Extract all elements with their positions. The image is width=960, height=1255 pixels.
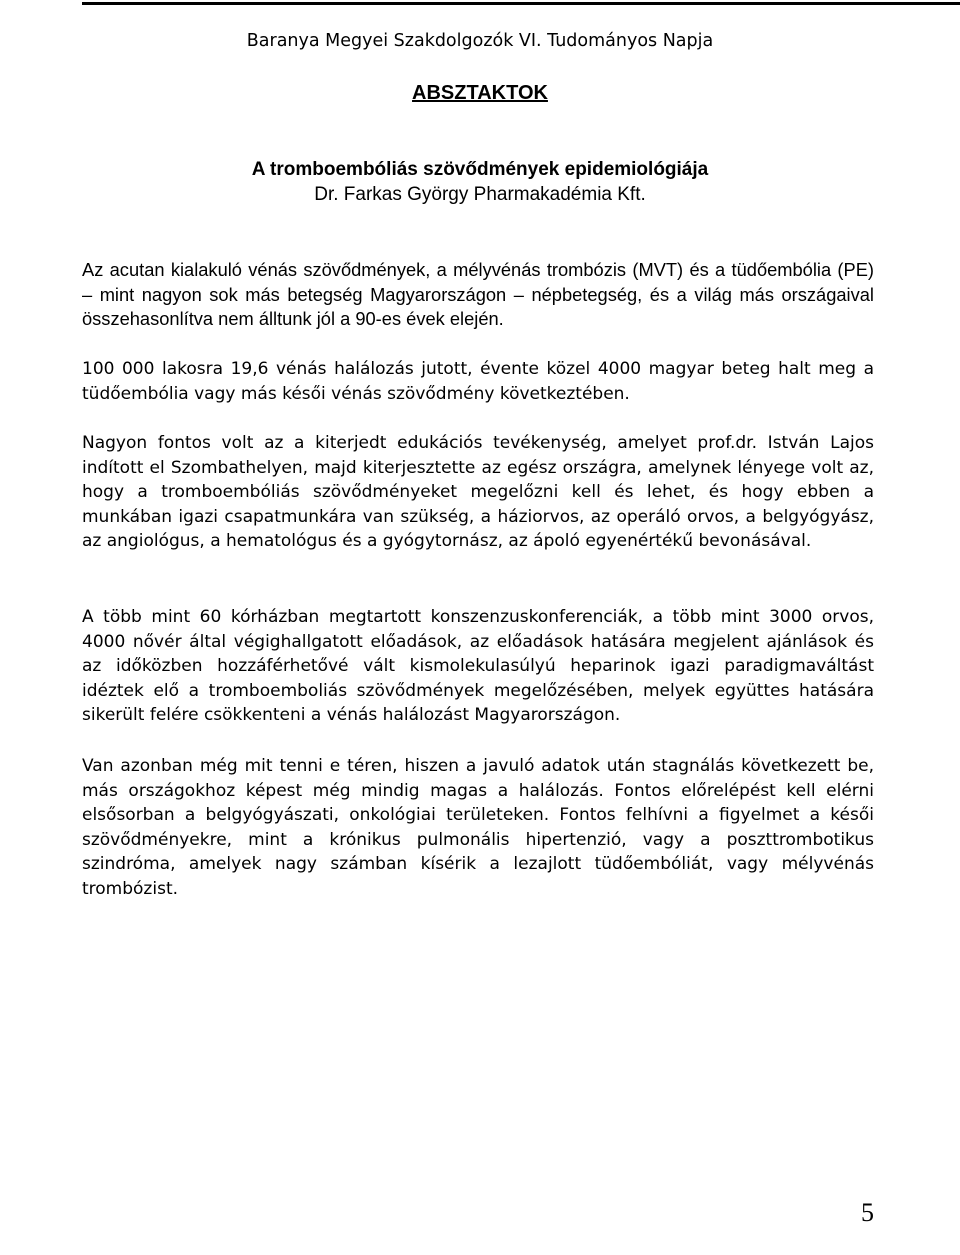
page-number: 5 bbox=[861, 1198, 874, 1227]
body-paragraph-5: Van azonban még mit tenni e téren, hiszen a javuló adatok után stagnálás következett be, más országokhoz képest még mindig magas a halálozás. Fontos előrelépést kell elérni elsősorban a belgyógyászati, onkológiai területeken. Fontos felhívni a figyelmet a késői szövődményekre, mint a krónikus pulmonális hipertenzió, vagy a poszttrombotikus szindróma, amelyek nagy számban kísérik a lezajlott tüdőembóliát, vagy mélyvénás trombózist. bbox=[82, 756, 874, 899]
section-heading: ABSZTAKTOK bbox=[412, 82, 548, 104]
body-paragraph-1: Az acutan kialakuló vénás szövődmények, a mélyvénás trombózis (MVT) és a tüdőembólia (PE) – mint nagyon sok más betegség Magyarországon – népbetegség, és a világ más országaival összehasonlítva nem álltunk jól a 90-es évek elején. bbox=[82, 259, 874, 329]
body-paragraph-4: A több mint 60 kórházban megtartott konszenzuskonferenciák, a több mint 3000 orvos, 4000 nővér által végighallgatott előadások, az előadások hatására megjelent ajánlások és az időközben hozzáférhetővé vált kismolekulasúlyú heparinok igazi paradigmaváltást idéztek elő a tromboemboliás szövődmények megelőzésében, melyek együttes hatására sikerült felére csökkenteni a vénás halálozást Magyarországon. bbox=[82, 607, 874, 725]
article-author: Dr. Farkas György Pharmakadémia Kft. bbox=[314, 184, 646, 205]
header-rule bbox=[82, 2, 960, 5]
body-paragraph-3: Nagyon fontos volt az a kiterjedt edukációs tevékenység, amelyet prof.dr. István Lajos indított el Szombathelyen, majd kiterjesztette az egész országra, amelynek lényege volt az, hogy a tromboembóliás szövődményeket megelőzni kell és lehet, és hogy ebben a munkában igazi csapatmunkára van szükség, a háziorvos, az operáló orvos, a belgyógyász, az angiológus, a hematológus és a gyógytornász, az ápoló egyenértékű bevonásával. bbox=[82, 433, 874, 551]
running-header: Baranya Megyei Szakdolgozók VI. Tudományos Napja bbox=[246, 31, 714, 51]
article-title: A tromboembóliás szövődmények epidemiológiája bbox=[251, 159, 709, 180]
body-paragraph-2: 100 000 lakosra 19,6 vénás halálozás jutott, évente közel 4000 magyar beteg halt meg a tüdőembólia vagy más késői vénás szövődmény következtében. bbox=[82, 359, 874, 404]
